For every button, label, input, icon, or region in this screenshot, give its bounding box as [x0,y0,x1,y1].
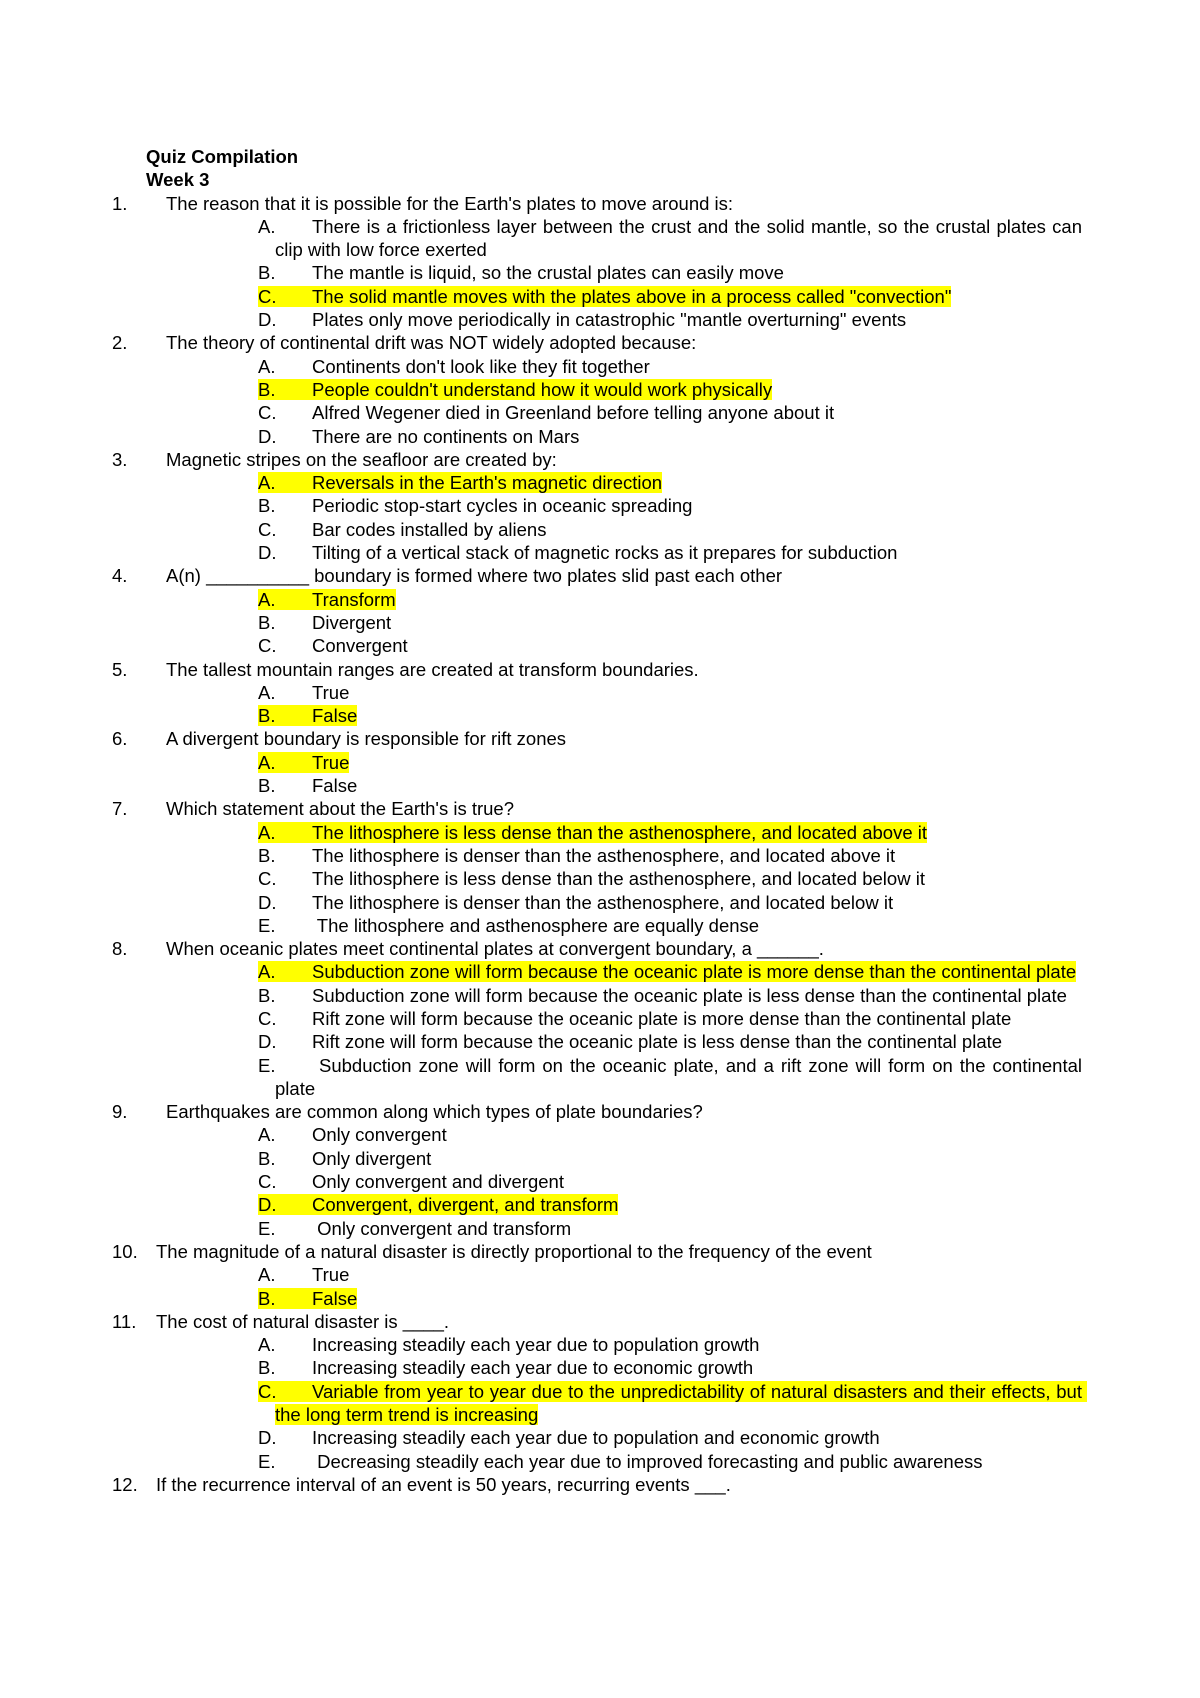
option-letter: A. [258,961,276,983]
answer-option [258,1356,1082,1379]
option-text: Transform [312,588,396,610]
option-letter: A. [258,1264,276,1286]
option-content [258,985,1067,1006]
option-letter: C. [258,518,277,540]
option-content [258,1171,564,1192]
option-content [258,1451,983,1472]
answer-option [258,844,1082,867]
option-text: The mantle is liquid, so the crustal plates can easily move [312,262,784,284]
question-stem [112,727,1066,750]
question-10 [112,1240,1066,1310]
question-number: 4. [112,565,128,587]
option-text: The lithosphere and asthenosphere are equally dense [312,914,760,936]
option-text: The lithosphere is less dense than the asthenosphere, and located above it [312,821,928,843]
option-content [258,892,893,913]
question-11 [112,1310,1088,1473]
question-number: 12. [112,1473,138,1495]
option-letter: A. [258,472,276,494]
question-text-after-blank: boundary is formed where two plates slid past each other [308,565,783,587]
question-1 [112,192,1088,332]
option-text: Tilting of a vertical stack of magnetic rocks as it prepares for subduction [312,542,898,564]
answer-option [258,261,1082,284]
option-content [258,775,357,796]
highlighted-answer-option [258,471,1082,494]
option-letter: B. [258,775,276,797]
answer-option [258,1170,1082,1193]
option-list [146,588,1066,658]
option-text: Increasing steadily each year due to population and economic growth [312,1427,880,1449]
highlighted-answer-option [258,1287,1082,1310]
option-content [258,542,897,563]
option-letter: D. [258,891,277,913]
question-12 [112,1473,1066,1496]
option-list [146,681,1066,728]
highlighted-answer-option [258,588,1082,611]
option-text: Alfred Wegener died in Greenland before telling anyone about it [312,402,835,424]
question-stem [112,1310,1066,1333]
answer-option [258,1217,1082,1240]
option-letter: D. [258,425,277,447]
option-content [258,519,546,540]
option-content [258,309,906,330]
option-text: Increasing steadily each year due to economic growth [312,1357,754,1379]
option-text: Periodic stop-start cycles in oceanic spreading [312,495,693,517]
option-text: The lithosphere is denser than the asthenosphere, and located below it [312,891,894,913]
option-letter: C. [258,1380,277,1402]
answer-option [258,1123,1082,1146]
option-content [258,426,579,447]
option-content [258,915,759,936]
option-content [258,635,408,656]
question-stem [112,1100,1066,1123]
option-content [258,1124,447,1145]
option-letter: A. [258,588,276,610]
question-4 [112,564,1066,657]
option-letter: B. [258,378,276,400]
option-content [258,402,834,423]
option-letter: B. [258,1147,276,1169]
answer-option [258,984,1082,1007]
option-letter: A. [258,821,276,843]
question-number: 2. [112,332,128,354]
highlighted-answer-option [258,378,1082,401]
answer-option [258,355,1082,378]
question-text [166,565,782,586]
option-content [258,262,784,283]
answer-option [258,518,1082,541]
option-letter: B. [258,1357,276,1379]
question-2 [112,331,1066,447]
option-content [258,589,396,610]
answer-option [258,1030,1082,1053]
question-stem [112,192,1066,215]
question-text: The cost of natural disaster is ____. [156,1310,450,1332]
question-text: The theory of continental drift was NOT widely adopted because: [166,332,697,354]
question-5 [112,658,1066,728]
answer-option [258,891,1082,914]
option-letter: A. [258,681,276,703]
answer-option [258,611,1082,634]
option-content [258,705,357,726]
option-content [258,752,349,773]
option-content [258,1288,357,1309]
question-text: Earthquakes are common along which types of plate boundaries? [166,1101,703,1123]
option-content [258,1334,759,1355]
question-text: If the recurrence interval of an event is 50 years, recurring events ___. [156,1473,731,1495]
option-content [258,1148,431,1169]
option-text: Plates only move periodically in catastrophic "mantle overturning" events [312,309,907,331]
option-text: There is a frictionless layer between the crust and the solid mantle, so the crustal plates can clip with low force exerted [275,215,1088,261]
answer-option [258,914,1082,937]
option-text: Only divergent [312,1147,432,1169]
highlighted-answer-option [258,285,1082,308]
option-letter: B. [258,984,276,1006]
option-letter: A. [258,751,276,773]
option-text: Continents don't look like they fit together [312,355,650,377]
document-title: Quiz Compilation [146,146,299,167]
option-content [258,1218,571,1239]
answer-option [258,215,1088,262]
option-letter: B. [258,495,276,517]
option-letter: E. [258,1054,276,1076]
option-content [258,1357,753,1378]
answer-option [258,1007,1082,1030]
highlighted-answer-option [258,751,1082,774]
option-text: Variable from year to year due to the unpredictability of natural disasters and their effects, but the long term trend is increasing [275,1380,1088,1426]
highlighted-answer-option [258,960,1082,983]
highlighted-answer-option [258,704,1082,727]
option-letter: B. [258,611,276,633]
answer-option [258,401,1082,424]
option-content [258,1381,1087,1425]
option-letter: A. [258,1334,276,1356]
option-letter: D. [258,1194,277,1216]
option-content [258,868,925,889]
option-letter: D. [258,542,277,564]
option-letter: C. [258,1007,277,1029]
highlighted-answer-option [258,1380,1088,1427]
option-text: Bar codes installed by aliens [312,518,547,540]
option-content [258,612,391,633]
question-stem [112,1240,1066,1263]
answer-option [258,308,1082,331]
question-number: 10. [112,1240,138,1262]
option-content [258,1031,1002,1052]
option-letter: C. [258,402,277,424]
option-text: Convergent, divergent, and transform [312,1194,619,1216]
option-text: Only convergent [312,1124,447,1146]
option-content [258,216,1087,260]
option-letter: A. [258,215,276,237]
question-text: Which statement about the Earth's is true? [166,798,515,820]
question-9 [112,1100,1066,1240]
option-list [146,821,1066,937]
answer-option [258,1147,1082,1170]
question-list [112,192,1088,1497]
option-text: Reversals in the Earth's magnetic direction [312,472,663,494]
option-text: People couldn't understand how it would work physically [312,378,773,400]
option-text: Rift zone will form because the oceanic plate is less dense than the continental plate [312,1031,1003,1053]
answer-option [258,867,1082,890]
question-text: The magnitude of a natural disaster is directly proportional to the frequency of the event [156,1240,872,1262]
answer-option [258,1333,1082,1356]
question-text: When oceanic plates meet continental plates at convergent boundary, a ______. [166,938,824,960]
option-letter: C. [258,1171,277,1193]
question-stem [112,564,1066,587]
option-text: Only convergent and divergent [312,1171,564,1193]
option-text: The solid mantle moves with the plates above in a process called "convection" [312,285,952,307]
option-list [146,1123,1066,1239]
option-text: False [312,705,358,727]
option-text: True [312,1264,350,1286]
answer-option [258,494,1082,517]
option-list [146,215,1088,331]
option-list [146,355,1066,448]
answer-option [258,681,1082,704]
question-stem [112,1473,1066,1496]
option-text: Divergent [312,611,392,633]
option-letter: E. [258,914,276,936]
question-number: 5. [112,658,128,680]
option-letter: D. [258,309,277,331]
option-text: True [312,751,350,773]
option-letter: C. [258,868,277,890]
question-number: 7. [112,798,128,820]
option-letter: E. [258,1450,276,1472]
option-letter: C. [258,635,277,657]
option-text: Only convergent and transform [312,1217,572,1239]
option-text: Convergent [312,635,408,657]
question-text: A divergent boundary is responsible for rift zones [166,728,567,750]
question-number: 6. [112,728,128,750]
option-text: Subduction zone will form on the oceanic plate, and a rift zone will form on the continental plate [275,1054,1088,1099]
week-heading: Week 3 [146,169,210,191]
question-number: 8. [112,938,128,960]
question-3 [112,448,1066,564]
option-text: There are no continents on Mars [312,425,580,447]
option-text: The lithosphere is denser than the asthenosphere, and located above it [312,844,896,866]
question-stem [112,331,1066,354]
option-content [258,356,650,377]
answer-option [258,541,1082,564]
answer-option [258,1450,1082,1473]
question-6 [112,727,1066,797]
option-letter: C. [258,285,277,307]
option-letter: A. [258,1124,276,1146]
option-text: Rift zone will form because the oceanic plate is more dense than the continental plate [312,1007,1012,1029]
question-stem [112,937,1066,960]
option-content [258,682,349,703]
highlighted-answer-option [258,821,1082,844]
option-text: The lithosphere is less dense than the asthenosphere, and located below it [312,868,925,890]
question-number: 11. [112,1310,137,1332]
question-text: The reason that it is possible for the Earth's plates to move around is: [166,192,734,214]
question-8 [112,937,1088,1100]
quiz-document [112,145,1088,1496]
answer-option [258,1263,1082,1286]
option-content [258,845,895,866]
option-content [258,961,1076,982]
option-letter: B. [258,1287,276,1309]
answer-option [258,1054,1088,1101]
option-list [146,471,1066,564]
option-content [258,1194,618,1215]
option-letter: D. [258,1031,277,1053]
question-text: The tallest mountain ranges are created at transform boundaries. [166,658,699,680]
question-number: 3. [112,448,128,470]
option-letter: A. [258,355,276,377]
option-content [258,1427,880,1448]
option-text: False [312,1287,358,1309]
option-content [258,1008,1011,1029]
highlighted-answer-option [258,1193,1082,1216]
option-letter: E. [258,1217,276,1239]
answer-option [258,774,1082,797]
question-number: 9. [112,1101,128,1123]
question-stem [112,658,1066,681]
option-text: Subduction zone will form because the oceanic plate is less dense than the continental plate [312,984,1067,1006]
option-text: Subduction zone will form because the oceanic plate is more dense than the continental plate [312,961,1077,983]
option-content [258,822,927,843]
option-content [258,286,951,307]
option-letter: B. [258,844,276,866]
answer-option [258,1426,1082,1449]
answer-option [258,634,1082,657]
option-text: False [312,775,358,797]
option-letter: B. [258,262,276,284]
option-content [258,1055,1087,1099]
option-letter: D. [258,1427,277,1449]
question-text: Magnetic stripes on the seafloor are created by: [166,448,557,470]
option-content [258,1264,349,1285]
answer-option [258,425,1082,448]
answer-blank: __________ [206,565,309,587]
option-list [146,1263,1066,1310]
question-7 [112,797,1066,937]
question-text-before-blank: A(n) [166,565,207,587]
option-content [258,379,772,400]
option-text: Increasing steadily each year due to population growth [312,1334,760,1356]
option-content [258,472,662,493]
option-content [258,495,692,516]
option-text: Decreasing steadily each year due to improved forecasting and public awareness [312,1450,983,1472]
question-stem [112,448,1066,471]
option-text: True [312,681,350,703]
option-list [146,1333,1088,1473]
option-letter: B. [258,705,276,727]
option-list [146,960,1088,1100]
question-number: 1. [112,192,128,214]
question-stem [112,797,1066,820]
option-list [146,751,1066,798]
